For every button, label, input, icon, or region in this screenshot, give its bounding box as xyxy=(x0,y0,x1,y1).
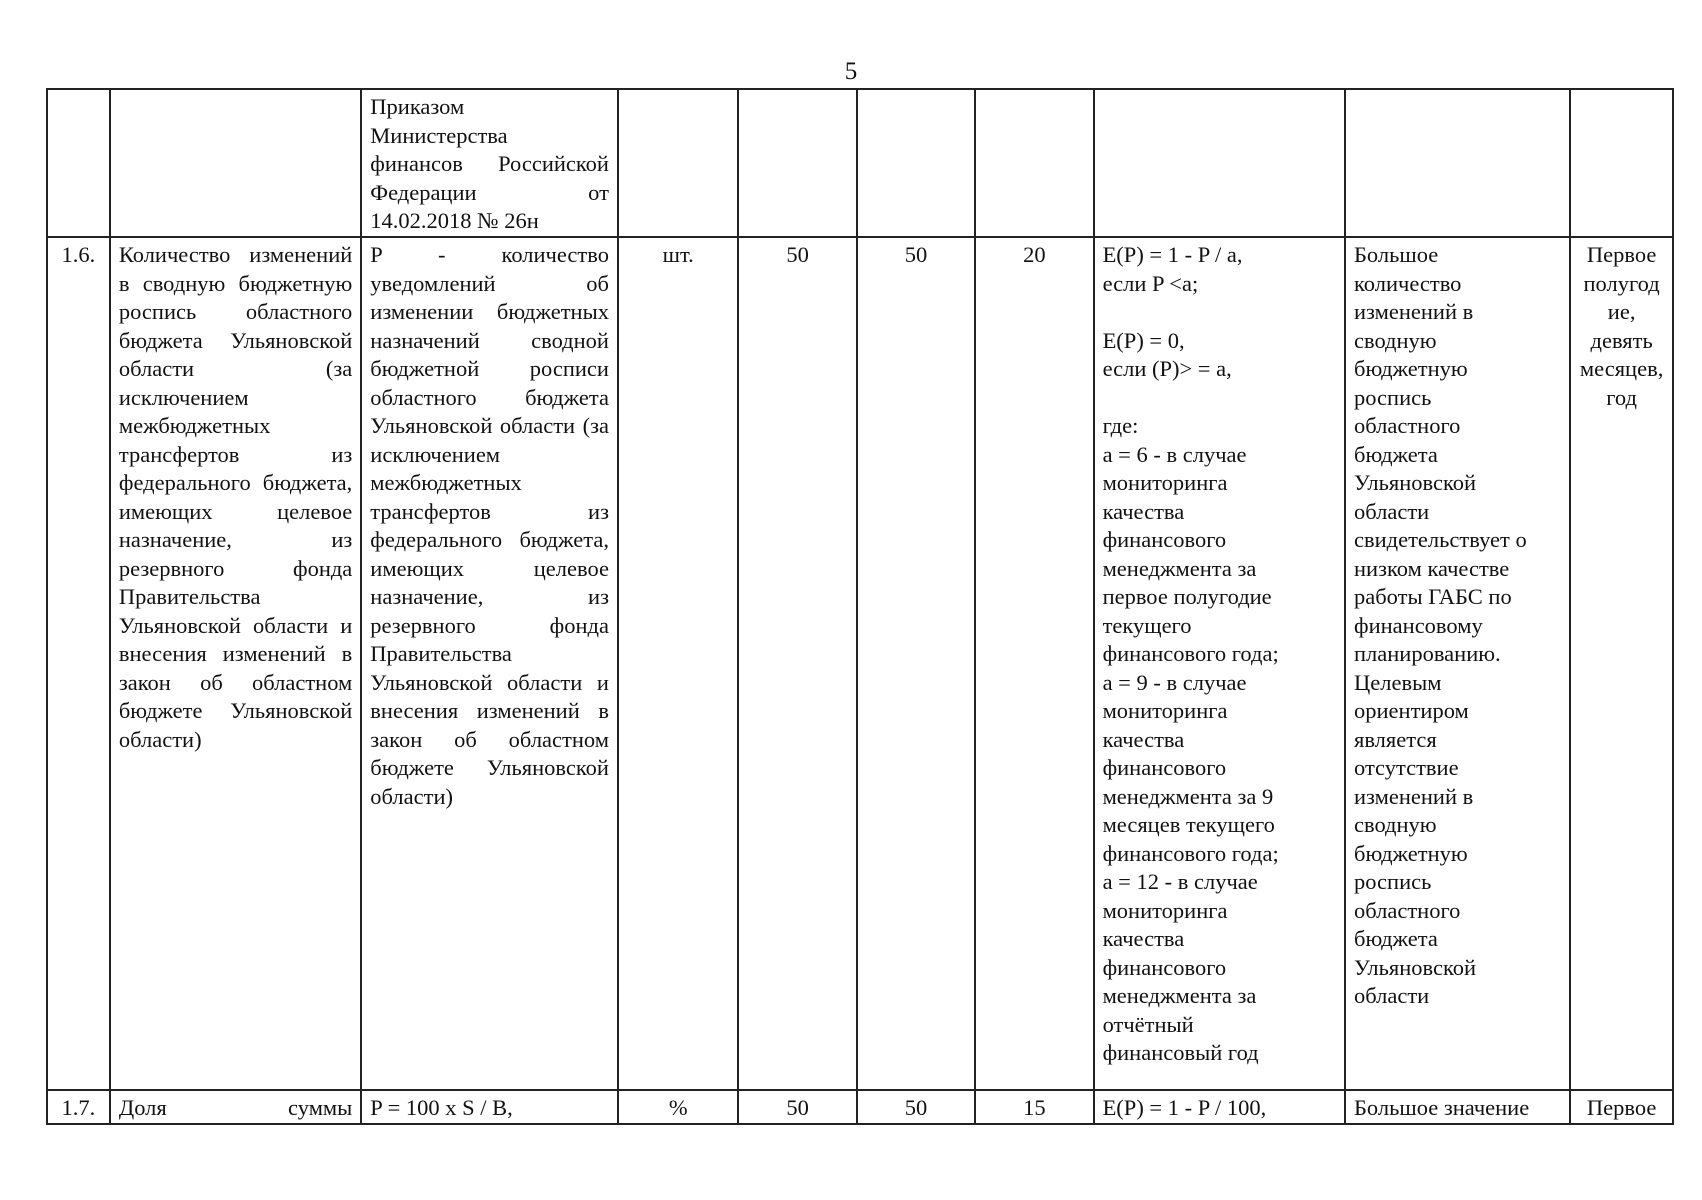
unit: % xyxy=(618,1090,738,1124)
cell-name xyxy=(110,89,361,237)
formula-line: где: xyxy=(1102,413,1139,438)
formula-line: если (P)> = a, xyxy=(1102,356,1232,381)
comment-line: областного xyxy=(1354,897,1461,923)
method-line: Министерства xyxy=(370,122,508,148)
comment-cell: Большое значение xyxy=(1345,1090,1570,1124)
formula-line: менеджмента за xyxy=(1102,983,1257,1008)
comment-line: количество xyxy=(1354,270,1462,296)
name-left: Доля xyxy=(118,1095,167,1120)
formula-line: качества xyxy=(1102,726,1185,752)
comment-line: изменений в xyxy=(1354,299,1474,324)
unit: шт. xyxy=(618,237,738,1090)
cell-num xyxy=(47,89,110,237)
indicator-table xyxy=(46,88,1674,1125)
formula-line: E(P) = 1 - P / a, xyxy=(1102,242,1243,267)
formula-line: менеджмента за xyxy=(1102,555,1257,581)
cell-val1 xyxy=(738,89,856,237)
formula-line: финансового xyxy=(1102,954,1227,980)
comment-line: бюджетную xyxy=(1354,840,1468,866)
formula-line: финансового xyxy=(1102,755,1227,780)
comment-line: Ульяновской xyxy=(1354,470,1477,495)
formula-line: месяцев текущего xyxy=(1102,812,1275,837)
period-line: ие, xyxy=(1607,299,1636,324)
period-cell: Первое xyxy=(1570,1090,1673,1124)
formula-cell: E(P) = 1 - P / 100, xyxy=(1094,1090,1345,1124)
period-cell xyxy=(1570,237,1673,1090)
comment-line: бюджета xyxy=(1354,441,1438,467)
comment-line: сводную xyxy=(1354,812,1437,837)
cell-val3 xyxy=(975,89,1093,237)
formula-line: менеджмента за 9 xyxy=(1102,783,1274,809)
formula-line: E(P) = 0, xyxy=(1102,327,1185,353)
formula-line: первое полугодие xyxy=(1102,584,1272,609)
comment-line: областного xyxy=(1354,413,1461,438)
table-row-1-7 xyxy=(47,1090,1673,1124)
comment-line: низком качестве xyxy=(1354,555,1510,581)
formula-line: мониторинга xyxy=(1102,897,1228,923)
value-3: 15 xyxy=(975,1090,1093,1124)
comment-cell xyxy=(1345,237,1570,1090)
formula-line: текущего xyxy=(1102,612,1192,638)
formula-line xyxy=(1103,298,1336,327)
calculation-method: P = 100 x S / B, xyxy=(361,1090,618,1124)
period-line: девять xyxy=(1590,327,1653,353)
value-2: 50 xyxy=(857,1090,975,1124)
formula-line: финансового xyxy=(1102,527,1227,552)
comment-line: бюджета xyxy=(1354,926,1438,951)
value-1: 50 xyxy=(738,237,856,1090)
comment-line: Целевым xyxy=(1354,669,1442,695)
indicator-name: Количество изменений в сводную бюджетную роспись областного бюджета Ульяновской области (за исключением межбюджетных трансфертов из федерального бюджета, имеющих целевое назначение, из резервного фонда Правительства Ульяновской области и внесения изменений в закон об областном бюджете Ульяновской области) xyxy=(110,237,361,1090)
period-line: месяцев, xyxy=(1579,356,1664,381)
cell-formula xyxy=(1094,89,1345,237)
value-1: 50 xyxy=(738,1090,856,1124)
cell-period xyxy=(1570,89,1673,237)
value-3: 20 xyxy=(975,237,1093,1090)
comment-line: отсутствие xyxy=(1354,755,1459,780)
formula-line: финансового года; xyxy=(1102,840,1279,866)
comment-line: Ульяновской xyxy=(1354,954,1477,980)
period-line: полугод xyxy=(1583,270,1660,296)
row-number: 1.6. xyxy=(47,237,110,1090)
comment-line: бюджетную xyxy=(1354,356,1468,381)
method-line: 14.02.2018 № 26н xyxy=(370,208,539,233)
comment-line: роспись xyxy=(1354,384,1432,410)
formula-line: качества xyxy=(1102,498,1185,524)
cell-method xyxy=(361,89,618,237)
formula-line: отчётный xyxy=(1102,1011,1194,1037)
cell-unit xyxy=(618,89,738,237)
formula-cell xyxy=(1094,237,1345,1090)
comment-line: финансовому xyxy=(1354,612,1483,638)
period-line: Первое xyxy=(1586,242,1657,267)
formula-line: финансового года; xyxy=(1102,641,1279,666)
formula-line: a = 9 - в случае xyxy=(1102,669,1247,695)
period-line: год xyxy=(1606,384,1637,410)
method-line: Приказом xyxy=(370,94,465,119)
method-line: финансов Российской xyxy=(370,151,609,176)
formula-line: a = 12 - в случае xyxy=(1102,869,1258,894)
comment-line: работы ГАБС по xyxy=(1354,584,1512,609)
comment-line: сводную xyxy=(1354,327,1437,353)
formula-line: финансовый год xyxy=(1102,1040,1259,1065)
comment-line: изменений в xyxy=(1354,783,1474,809)
formula-line: если P <a; xyxy=(1102,270,1199,296)
comment-line: области xyxy=(1354,498,1430,524)
name-right: суммы xyxy=(288,1095,353,1120)
indicator-name xyxy=(110,1090,361,1124)
cell-comment xyxy=(1345,89,1570,237)
comment-line: является xyxy=(1354,726,1437,752)
value-2: 50 xyxy=(857,237,975,1090)
comment-line: ориентиром xyxy=(1354,698,1469,723)
comment-line: Большое xyxy=(1354,242,1439,267)
formula-line xyxy=(1103,384,1336,413)
method-line: Федерации от xyxy=(370,179,609,205)
comment-line: свидетельствует о xyxy=(1354,527,1527,552)
table-row-1-6 xyxy=(47,237,1673,1090)
row-number: 1.7. xyxy=(47,1090,110,1124)
cell-val2 xyxy=(857,89,975,237)
comment-line: планированию. xyxy=(1354,641,1501,666)
formula-line: a = 6 - в случае xyxy=(1102,441,1247,467)
formula-line: мониторинга xyxy=(1102,470,1228,495)
calculation-method: P - количество уведомлений об изменении бюджетных назначений сводной бюджетной росписи областного бюджета Ульяновской области (за исключением межбюджетных трансфертов из федерального бюджета, имеющих целевое назначение, из резервного фонда Правительства Ульяновской области и внесения изменений в закон об областном бюджете Ульяновской области) xyxy=(361,237,618,1090)
comment-line: области xyxy=(1354,983,1430,1008)
table-row-continuation xyxy=(47,89,1673,237)
formula-line: мониторинга xyxy=(1102,698,1228,723)
page-number: 5 xyxy=(844,58,858,85)
formula-line: качества xyxy=(1102,926,1185,951)
comment-line: роспись xyxy=(1354,869,1432,894)
